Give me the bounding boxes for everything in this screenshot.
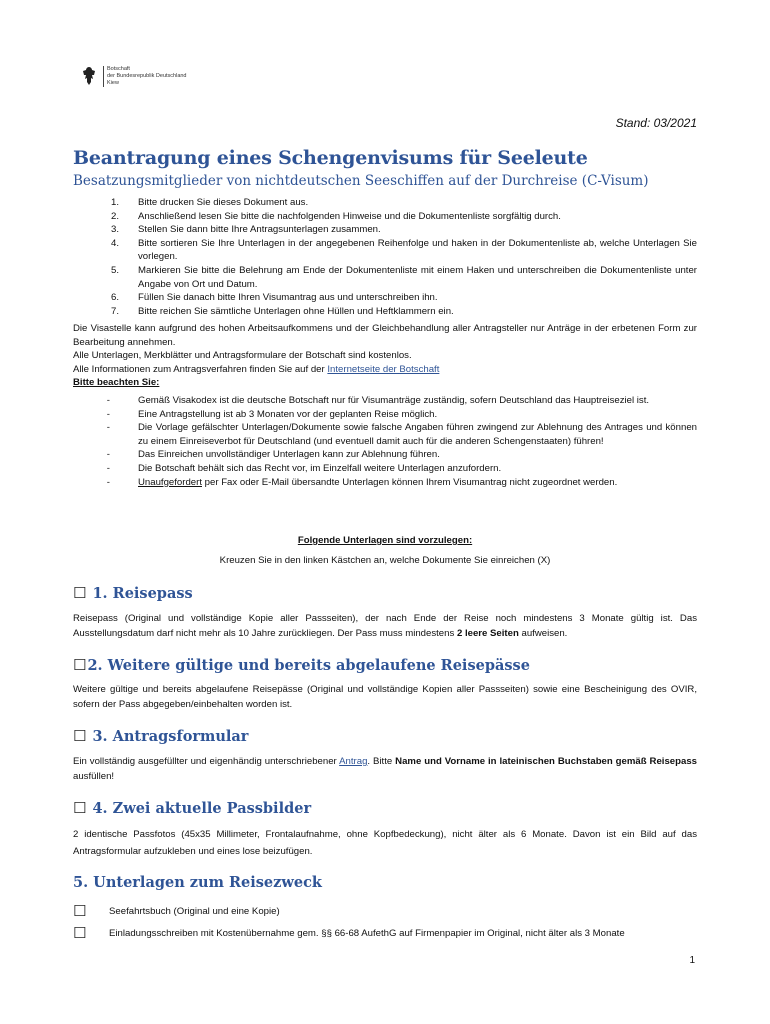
step-number: 4.	[110, 237, 119, 249]
dash-bullet: -	[106, 476, 110, 488]
step-text: Markieren Sie bitte die Belehrung am Ende der Dokumentenliste mit einem Haken und unterschreiben die Dokumentenliste unter Angabe von Ort und Datum.	[138, 264, 697, 290]
step-number: 2.	[110, 210, 119, 222]
step-item	[73, 223, 697, 237]
section-title: 3. Antragsformular	[92, 728, 249, 745]
application-form-checkbox[interactable]: ☐	[73, 727, 87, 745]
section-title: 2. Weitere gültige und bereits abgelaufene Reisepässe	[87, 657, 530, 674]
step-number: 7.	[110, 305, 119, 317]
intro-paragraph	[73, 363, 697, 377]
logo-text	[103, 66, 187, 87]
section-title: 1. Reisepass	[92, 585, 193, 602]
notice-text: Das Einreichen unvollständiger Unterlagen kann zur Ablehnung führen.	[138, 449, 440, 461]
instruction-steps	[73, 196, 697, 318]
section-1-heading	[73, 584, 193, 602]
logo-line-3: Kiew	[107, 80, 119, 86]
section-2-body: Weitere gültige und bereits abgelaufene Reisepässe (Original und vollständige Kopien aller Passseiten) sowie eine Bescheinigung des OVIR, sofern der Pass abgegeben/einbehalten worden ist.	[73, 684, 697, 710]
dash-bullet: -	[106, 408, 110, 420]
step-text: Bitte drucken Sie dieses Dokument aus.	[138, 197, 309, 208]
document-title: Beantragung eines Schengenvisums für Seeleute	[73, 147, 588, 169]
photos-checkbox[interactable]: ☐	[73, 799, 87, 817]
embassy-logo	[82, 66, 187, 87]
section-2-heading	[73, 656, 530, 674]
checklist-text: Seefahrtsbuch (Original und eine Kopie)	[109, 905, 280, 917]
intro-paragraph: Alle Unterlagen, Merkblätter und Antragsformulare der Botschaft sind kostenlos.	[73, 350, 412, 362]
other-passports-checkbox[interactable]: ☐	[73, 656, 87, 674]
step-item	[73, 237, 697, 264]
section-3-heading	[73, 727, 248, 745]
section-5-heading: 5. Unterlagen zum Reisezweck	[73, 874, 322, 891]
document-subtitle: Besatzungsmitglieder von nichtdeutschen Seeschiffen auf der Durchreise (C-Visum)	[73, 173, 649, 189]
notice-item	[73, 476, 697, 490]
notice-item	[73, 462, 697, 476]
revision-date: Stand: 03/2021	[615, 116, 697, 130]
documents-instruction: Kreuzen Sie in den linken Kästchen an, welche Dokumente Sie einreichen (X)	[219, 555, 551, 566]
section-text: Ein vollständig ausgefüllter und eigenhändig unterschriebener	[73, 756, 340, 767]
intro-paragraphs	[73, 322, 697, 390]
notice-list	[73, 394, 697, 489]
section-title: 4. Zwei aktuelle Passbilder	[92, 800, 312, 817]
documents-heading: Folgende Unterlagen sind vorzulegen:	[297, 535, 473, 546]
intro-paragraph: Die Visastelle kann aufgrund des hohen Arbeitsaufkommens und der Gleichbehandlung aller Antragsteller nur Anträge in der erbetenen Form zur Bearbeitung annehmen.	[73, 323, 697, 348]
step-number: 1.	[110, 197, 119, 208]
step-text: Bitte sortieren Sie Ihre Unterlagen in der angegebenen Reihenfolge und haken in der Dokumentenliste ab, welche Unterlagen Sie vorlegen.	[138, 237, 697, 263]
section-text: aufweisen.	[518, 627, 568, 639]
logo-line-1: Botschaft	[107, 66, 130, 72]
dash-bullet: -	[106, 462, 110, 474]
info-text: Alle Informationen zum Antragsverfahren finden Sie auf der	[73, 363, 328, 375]
notice-text: Gemäß Visakodex ist die deutsche Botschaft nur für Visumanträge zuständig, sofern Deutschland das Hauptreiseziel ist.	[138, 395, 650, 406]
seaman-book-checkbox[interactable]: ☐	[73, 902, 87, 920]
step-text: Bitte reichen Sie sämtliche Unterlagen ohne Hüllen und Heftklammern ein.	[138, 305, 454, 317]
dash-bullet: -	[106, 422, 110, 434]
notice-emphasis: Unaufgefordert	[138, 476, 202, 488]
notice-rest: per Fax oder E-Mail übersandte Unterlagen können Ihrem Visumantrag nicht zugeordnet werden.	[202, 476, 618, 488]
invitation-letter-checkbox[interactable]: ☐	[73, 924, 87, 942]
section-3-body	[73, 755, 697, 784]
checklist-item	[73, 902, 703, 920]
step-item	[73, 305, 697, 319]
dash-bullet: -	[106, 395, 110, 406]
section-4-heading	[73, 799, 311, 817]
dash-bullet: -	[106, 449, 110, 461]
embassy-website-link[interactable]: Internetseite der Botschaft	[327, 363, 440, 375]
step-number: 3.	[110, 224, 119, 236]
step-number: 5.	[110, 264, 119, 276]
section-1-body	[73, 612, 697, 641]
step-text: Füllen Sie danach bitte Ihren Visumantrag aus und unterschreiben ihn.	[138, 292, 438, 304]
step-text: Anschließend lesen Sie bitte die nachfolgenden Hinweise und die Dokumentenliste sorgfältig durch.	[138, 210, 561, 222]
notice-item	[73, 394, 697, 408]
notice-text: Die Botschaft behält sich das Recht vor, im Einzelfall weitere Unterlagen anzufordern.	[138, 462, 502, 474]
federal-eagle-icon	[82, 66, 96, 86]
step-item	[73, 210, 697, 224]
logo-line-2: der Bundesrepublik Deutschland	[107, 73, 187, 79]
passport-checkbox[interactable]: ☐	[73, 584, 87, 602]
notice-item	[73, 421, 697, 448]
notice-text: Eine Antragstellung ist ab 3 Monaten vor der geplanten Reise möglich.	[138, 408, 438, 420]
notice-text	[138, 476, 697, 490]
step-text: Stellen Sie dann bitte Ihre Antragsunterlagen zusammen.	[138, 224, 381, 236]
section-text: . Bitte	[367, 756, 396, 767]
step-number: 6.	[110, 292, 119, 304]
section-bold-text: 2 leere Seiten	[456, 627, 519, 639]
notice-item	[73, 408, 697, 422]
notice-item	[73, 448, 697, 462]
section-4-body: 2 identische Passfotos (45x35 Millimeter, Frontalaufnahme, ohne Kopfbedeckung), nicht älter als 6 Monate. Davon ist ein Bild auf das Antragsformular aufzukleben und eines lose beizufügen.	[73, 829, 697, 857]
section-text: Reisepass (Original und vollständige Kopie aller Passseiten), der nach Ende der Reise noch mindestens 3 Monate gültig ist. Das Ausstellungsdatum darf nicht mehr als 10 Jahre zurückliegen. Der Pass muss mindestens	[73, 613, 697, 639]
section-text: ausfüllen!	[73, 770, 115, 782]
checklist-text: Einladungsschreiben mit Kostenübernahme gem. §§ 66-68 AufethG auf Firmenpapier im Original, nicht älter als 3 Monate	[109, 927, 625, 939]
checklist-item	[73, 924, 703, 942]
page-number: 1	[689, 955, 695, 966]
section-bold-text: Name und Vorname in lateinischen Buchstaben gemäß Reisepass	[395, 756, 697, 767]
step-item	[73, 196, 697, 210]
step-item	[73, 264, 697, 291]
notice-heading: Bitte beachten Sie:	[73, 377, 160, 389]
notice-text: Die Vorlage gefälschter Unterlagen/Dokumente sowie falsche Angaben führen zwingend zur Ablehnung des Antrages und können zu einem Einreiseverbot für Deutschland (und eventuell damit auch für die anderen Schengenstaaten) führen!	[138, 422, 697, 447]
step-item	[73, 291, 697, 305]
application-link[interactable]: Antrag	[339, 756, 368, 767]
